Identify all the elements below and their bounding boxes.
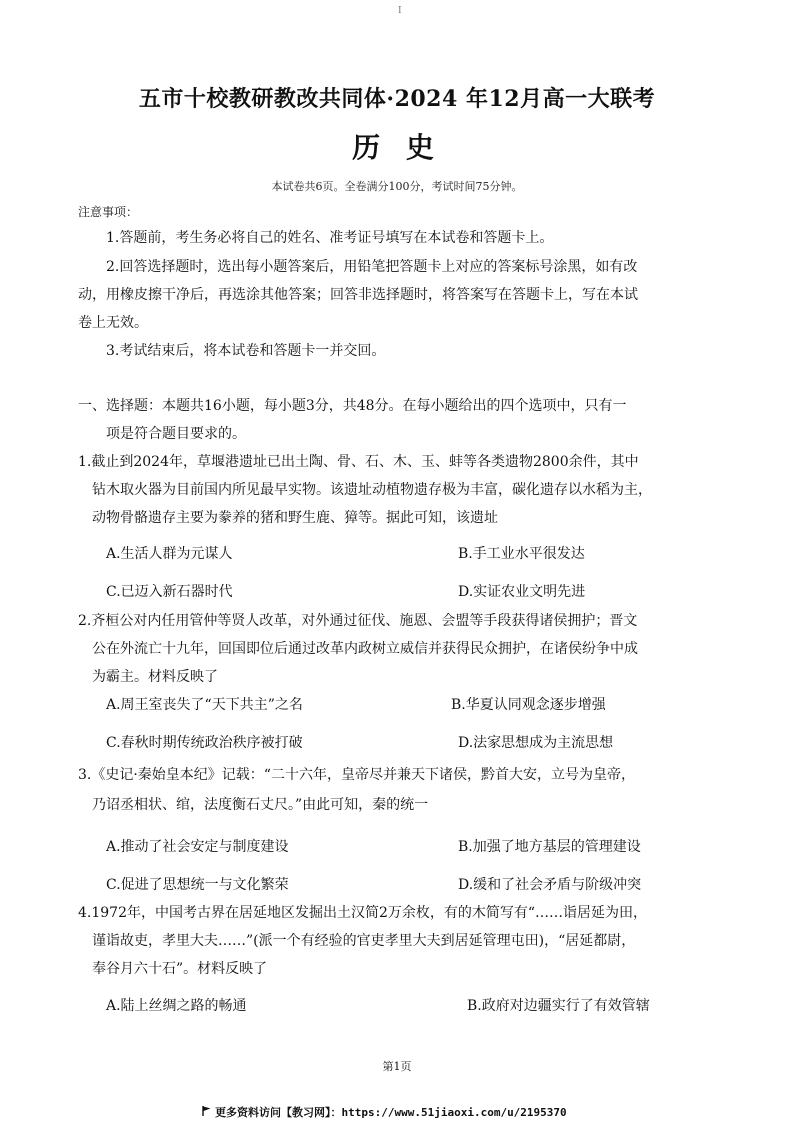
q3-option-a: A.推动了社会安定与制度建设: [106, 839, 289, 855]
q4-option-a: A.陆上丝绸之路的畅通: [106, 998, 247, 1014]
q3-option-b: B.加强了地方基层的管理建设: [458, 839, 641, 855]
question-2-line: 为霸主。材料反映了: [92, 669, 218, 685]
notice-line: 动，用橡皮擦干净后，再选涂其他答案；回答非选择题时，将答案写在答题卡上，写在本试: [78, 287, 638, 303]
question-4-line: 4.1972年，中国考古界在居延地区发掘出土汉简2万余枚，有的木简写有“……诣居延为田，: [78, 905, 648, 921]
section-heading: 一、选择题：本题共16小题，每小题3分，共48分。在每小题给出的四个选项中，只有一: [78, 398, 627, 414]
notice-heading: 注意事项：: [78, 205, 139, 219]
notice-line: 3.考试结束后，将本试卷和答题卡一并交回。: [106, 343, 386, 359]
exam-info: 本试卷共6页。全卷满分100分，考试时间75分钟。: [271, 180, 523, 193]
exam-title: 五市十校教研教改共同体·2024 年12月高一大联考: [138, 86, 656, 112]
q2-option-a: A.周王室丧失了“天下共主”之名: [106, 697, 303, 713]
q3-option-d: D.缓和了社会矛盾与阶级冲突: [458, 877, 642, 893]
question-4-line: 谨诣故吏，孝里大夫……”(派一个有经验的官吏孝里大夫到居延管理屯田)，“居延都尉，: [92, 933, 636, 949]
subject-title: 历 史: [352, 131, 442, 164]
question-2-line: 公在外流亡十九年，回国即位后通过改革内政树立威信并获得民众拥护，在诸侯纷争中成: [92, 641, 638, 657]
section-heading-cont: 项是符合题目要求的。: [106, 426, 246, 442]
q2-option-b: B.华夏认同观念逐步增强: [451, 697, 606, 713]
footer-text[interactable]: 更多资料访问【教习网】：https://www.51jiaoxi.com/u/2195370: [215, 1106, 567, 1119]
notice-line: 2.回答选择题时，选出每小题答案后，用铅笔把答题卡上对应的答案标号涂黑，如有改: [106, 259, 638, 275]
q3-option-c: C.促进了思想统一与文化繁荣: [106, 877, 289, 893]
q2-option-c: C.春秋时期传统政治秩序被打破: [106, 735, 303, 751]
question-1-line: 钻木取火器为目前国内所见最早实物。该遗址动植物遗存极为丰富，碳化遗存以水稻为主，: [92, 482, 652, 498]
footer-link[interactable]: [202, 1104, 567, 1120]
question-4-line: 奉谷月六十石”。材料反映了: [92, 961, 268, 977]
q1-option-a: A.生活人群为元谋人: [106, 546, 233, 562]
notice-line: 1.答题前，考生务必将自己的姓名、准考证号填写在本试卷和答题卡上。: [106, 230, 554, 246]
notice-line: 卷上无效。: [78, 315, 148, 331]
flag-icon: [202, 1106, 211, 1119]
q2-option-d: D.法家思想成为主流思想: [458, 735, 614, 751]
question-1-line: 动物骨骼遗存主要为豢养的猪和野生鹿、獐等。据此可知，该遗址: [92, 510, 498, 526]
q1-option-c: C.已迈入新石器时代: [106, 584, 233, 600]
question-3-line: 乃诏丞相状、绾，法度衡石丈尺。”由此可知，秦的统一: [92, 797, 429, 813]
q4-option-b: B.政府对边疆实行了有效管辖: [467, 998, 650, 1014]
q1-option-d: D.实证农业文明先进: [458, 584, 586, 600]
question-2-line: 2.齐桓公对内任用管仲等贤人改革，对外通过征伐、施恩、会盟等手段获得诸侯拥护；晋文: [78, 613, 638, 629]
q1-option-b: B.手工业水平很发达: [458, 546, 585, 562]
question-1-line: 1.截止到2024年，草堰港遗址已出土陶、骨、石、木、玉、蚌等各类遗物2800余件，其中: [78, 454, 639, 470]
question-3-line: 3.《史记·秦始皇本纪》记载：“二十六年，皇帝尽并兼天下诸侯，黔首大安，立号为皇帝，: [78, 767, 635, 783]
header-mark: I: [398, 6, 402, 16]
page-number: 第1页: [382, 1060, 412, 1073]
